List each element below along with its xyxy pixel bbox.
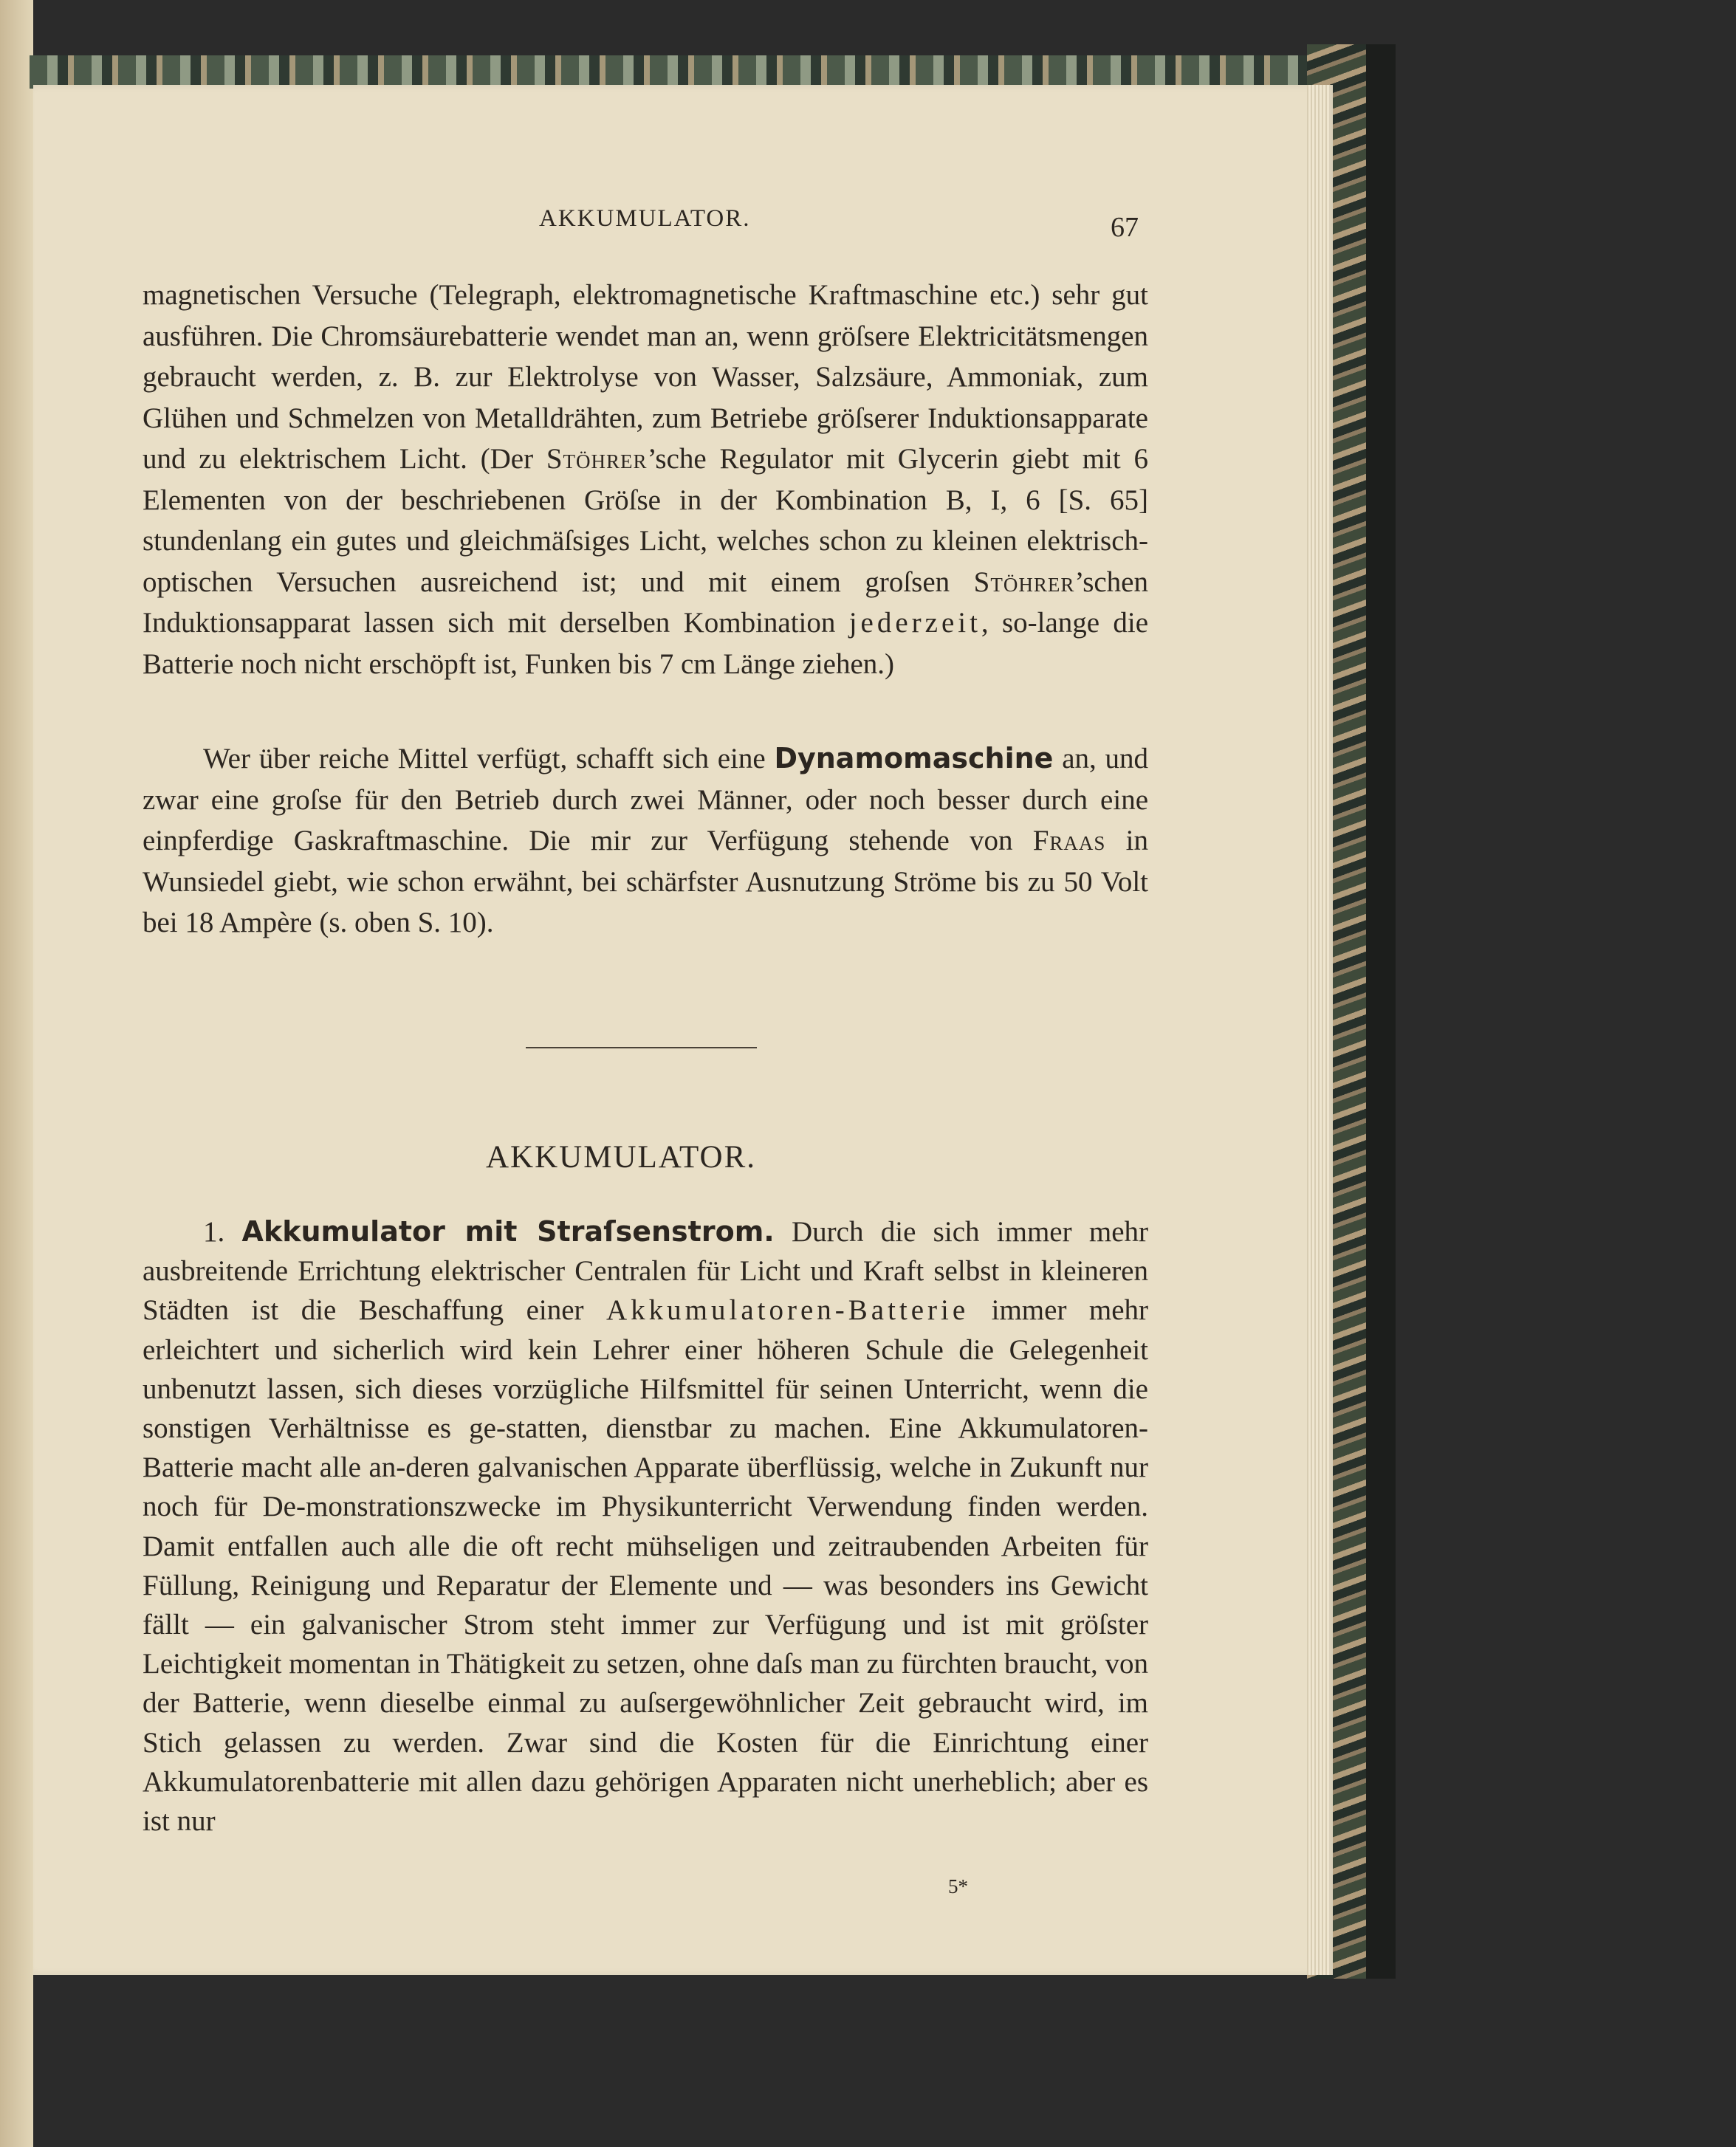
subsection-number: 1. <box>203 1216 242 1248</box>
section-title: AKKUMULATOR. <box>486 1140 757 1175</box>
paragraph-1 <box>143 275 1148 684</box>
term-dynamomaschine: Dynamomaschine <box>774 742 1054 774</box>
paragraph-1-text-4: , so-lange die Batterie noch nicht erschöpft ist, Funken bis 7 cm Länge ziehen.) <box>143 607 1149 680</box>
paragraph-2-text-3: in Wunsiedel giebt, wie schon erwähnt, bei schärfster Ausnutzung Ströme bis zu 50 Volt bei 18 Ampère (s. oben S. 10). <box>143 825 1148 938</box>
paragraph-2-text-2: an, und zwar eine groſse für den Betrieb durch zwei Männer, oder noch besser durch eine einpferdige Gaskraftmaschine. Die mir zur Verfügung stehende von <box>143 743 1149 856</box>
paragraph-1-text-3: ’schen Induktionsapparat lassen sich mit derselben Kombination <box>143 566 1148 639</box>
running-head: AKKUMULATOR. <box>539 205 751 232</box>
page-block-edges <box>1307 85 1329 1975</box>
cover-spine <box>1366 44 1396 1979</box>
paragraph-1-text-2: ’sche Regulator mit Glycerin giebt mit 6 Elementen von der beschriebenen Gröſse in der Kombination B, I, 6 [S. 65] stundenlang ein gutes und gleichmäſsiges Licht, welches schon zu kleinen elektrisch-optischen Versuchen ausreichend ist; und mit einem groſsen <box>143 443 1148 598</box>
emphasis-akkumulatoren-batterie: Akkumulatoren-Batterie <box>605 1294 970 1327</box>
paragraph-3-text-2: immer mehr erleichtert und sicherlich wird kein Lehrer einer höheren Schule die Gelegenheit unbenutzt lassen, sich dieses vorzügliche Hilfsmittel für seinen Unterricht, wenn die sonstigen Verhältnisse es ge-statten, dienstbar zu machen. Eine Akkumulatoren-Batterie macht alle an-deren galvanischen Apparate überflüssig, welche in Zukunft nur noch für De-monstrationszwecke im Physikunterricht Verwendung finden werden. Damit entfallen auch alle die oft recht mühseligen und zeitraubenden Arbeiten für Füllung, Reinigung und Reparatur der Elemente und — was besonders ins Gewicht fällt — ein galvanischer Strom steht immer zur Verfügung und ist mit gröſster Leichtigkeit momentan in Thätigkeit zu setzen, ohne daſs man zu fürchten braucht, von der Batterie, wenn dieselbe einmal zu auſsergewöhnlicher Zeit gebraucht wird, im Stich gelassen zu werden. Zwar sind die Kosten für die Einrichtung einer Akkumulatorenbatterie mit allen dazu gehörigen Apparaten nicht unerheblich; aber es ist nur <box>143 1294 1148 1838</box>
section-divider <box>526 1047 757 1048</box>
paragraph-2-text-1: Wer über reiche Mittel verfügt, schafft sich eine <box>203 743 775 774</box>
author-name-stoehrer: Stöhrer <box>546 443 648 475</box>
paragraph-3-text-1: Durch die sich immer mehr ausbreitende Errichtung elektrischer Centralen für Licht und Kraft selbst in kleineren Städten ist die Beschaffung einer <box>143 1216 1148 1327</box>
left-page-edge <box>0 0 33 2147</box>
emphasis-jederzeit: jederzeit <box>848 607 981 639</box>
signature-mark: 5* <box>948 1875 968 1897</box>
author-name-stoehrer-2: Stöhrer <box>973 566 1075 598</box>
author-name-fraas: Fraas <box>1032 825 1106 856</box>
page-number: 67 <box>1111 212 1139 243</box>
paragraph-3 <box>143 1212 1148 1841</box>
marbled-cover-top <box>30 55 1351 89</box>
paragraph-2 <box>143 738 1148 944</box>
paragraph-1-text-1: magnetischen Versuche (Telegraph, elektromagnetische Kraftmaschine etc.) sehr gut ausführen. Die Chromsäurebatterie wendet man an, wenn gröſsere Elektricitätsmengen gebraucht werden, z. B. zur Elektrolyse von Wasser, Salzsäure, Ammoniak, zum Glühen und Schmelzen von Metalldrähten, zum Betriebe gröſserer Induktionsapparate und zu elektrischem Licht. (Der <box>143 279 1148 475</box>
subsection-heading: Akkumulator mit Straſsenstrom. <box>241 1215 775 1248</box>
